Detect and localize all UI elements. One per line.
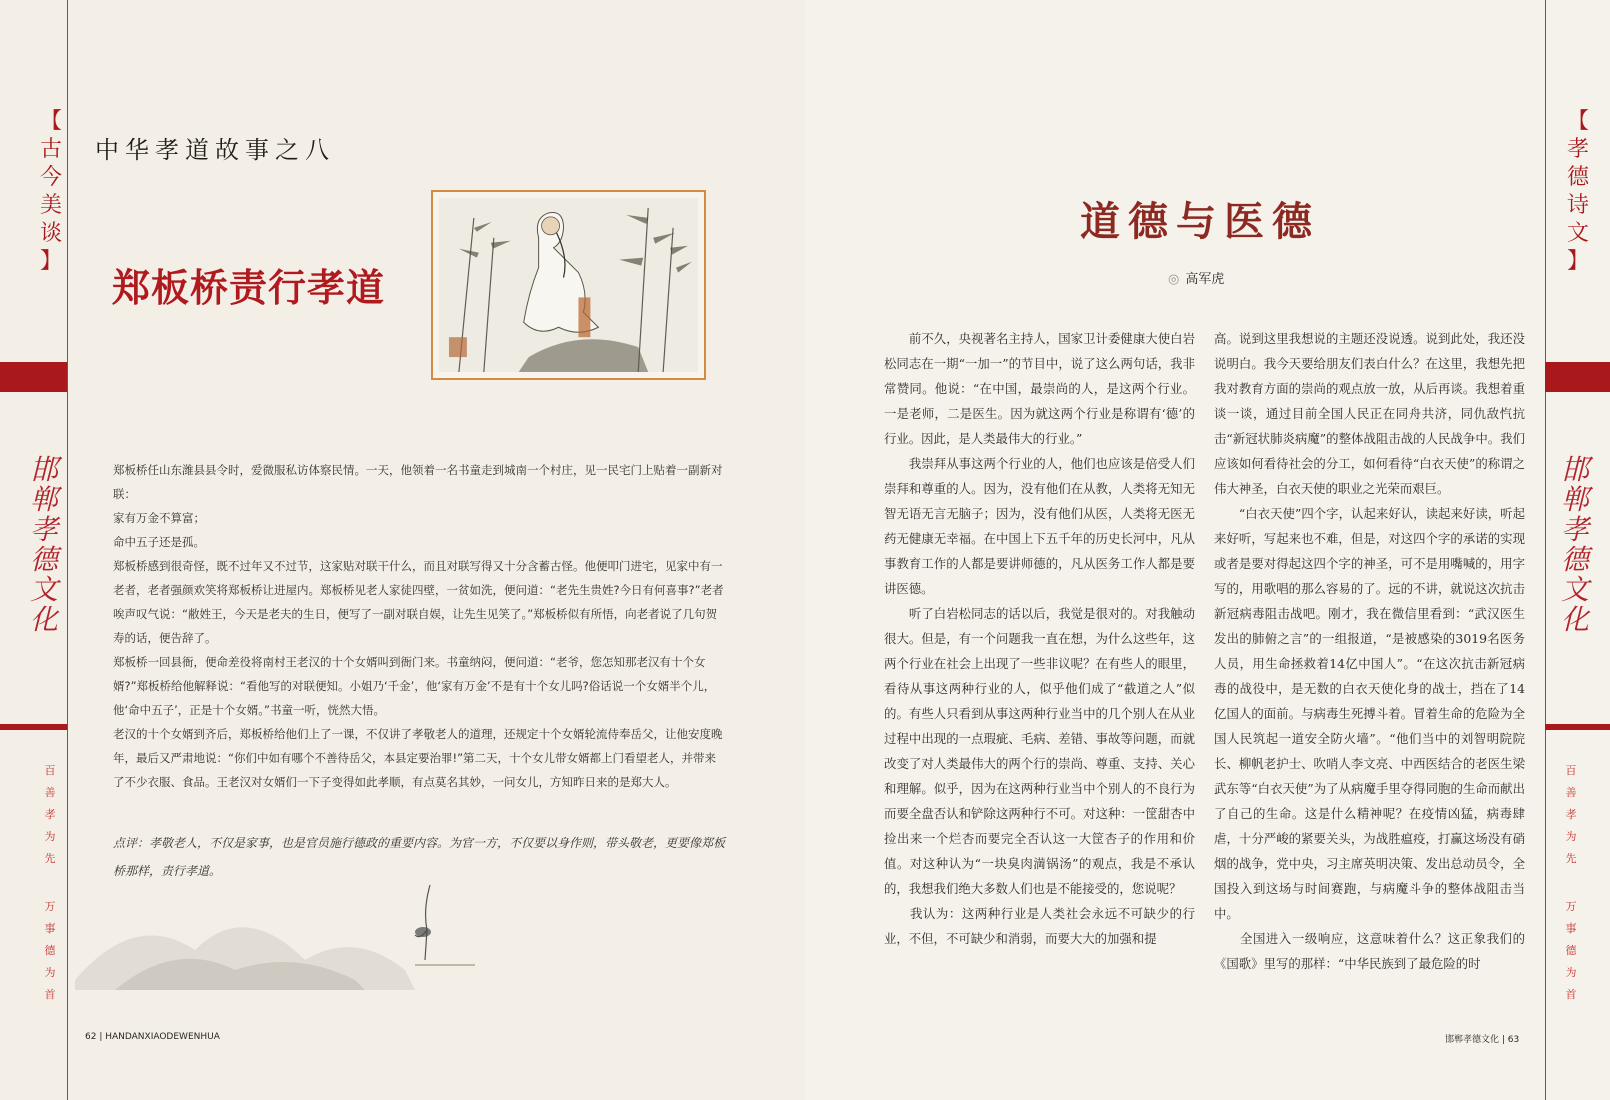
section-label-char: 【 — [39, 109, 62, 134]
calligraphy-char: 孝 — [1560, 513, 1589, 546]
motto-char: 事 — [44, 922, 56, 935]
motto-char: 首 — [44, 988, 56, 1001]
motto-char: 为 — [44, 830, 56, 843]
section-label-char: 古 — [39, 137, 62, 162]
motto-char: 万 — [1565, 900, 1577, 913]
calligraphy-char: 孝 — [29, 513, 58, 546]
story-body — [113, 458, 727, 794]
motto-char: 为 — [44, 966, 56, 979]
article-paragraph: 高。说到这里我想说的主题还没说透。说到此处，我还没说明白。我今天要给朋友们表白什么？在这里，我想先把我对教育方面的崇尚的观点放一放，从后再谈。我想着重谈一谈，通过目前全国人民正在同舟共济，同仇敌忾抗击“新冠状肺炎病魔”的整体战阻击战的人民战争中。我们应该如何看待社会的分工，如何看待“白衣天使”的称谓之伟大神圣，白衣天使的职业之光荣而艰巨。 — [1214, 331, 1525, 496]
article-paragraph: 全国进入一级响应，这意味着什么？这正象我们的《国歌》里写的那样：“中华民族到了最危险的时 — [1214, 931, 1525, 971]
calligraphy-logo — [1553, 455, 1597, 635]
article-paragraph: “白衣天使”四个字，认起来好认，读起来好读，听起来好听，写起来也不难，但是，对这四个字的承诺的实现或者是要对得起这四个字的神圣，可不是用嘴喊的，用字写的，用歌唱的那么容易的了。远的不讲，就说这次抗击新冠病毒阻击战吧。刚才，我在微信里看到：“武汉医生发出的肺俯之言”的一组报道，“是被感染的3019名医务人员，用生命拯救着14亿中国人”。“在这次抗击新冠病毒的战役中，是无数的白衣天使化身的战士，挡在了14亿国人的面前。与病毒生死搏斗着。冒着生命的危险为全国人民筑起一道安全防火墙”。“他们当中的刘智明院院长、柳帆老护士、吹哨人李文亮、中西医结合的老医生梁武东等“白衣天使”为了从病魔手里夺得同胞的生命而献出了自己的生命。这是什么精神呢？在疫情凶猛，病毒肆虐，十分严峻的紧要关头，为战胜瘟疫，打赢这场没有硝烟的战争，党中央，习主席英明决策、发出总动员令，全国投入到这场与时间赛跑，与病魔斗争的整体战阻击当中。 — [1214, 506, 1525, 921]
section-label-char: 文 — [1566, 221, 1589, 246]
author-name: 高军虎 — [1185, 272, 1225, 287]
section-label-char: 【 — [1566, 109, 1589, 134]
motto-left-1 — [40, 760, 60, 870]
paragraph: 郑板桥感到很奇怪，既不过年又不过节，这家贴对联干什么，而且对联写得又十分含蓄古怪。他便叩门进宅，见家中有一老者，老者强颜欢笑将郑板桥让进屋内。郑板桥见老人家徒四壁，一贫如洗，便问道：“老先生贵姓?今日有何喜事?”老者唉声叹气说：“敝姓王，今天是老夫的生日，便写了一副对联自娱，让先生见笑了。”郑板桥似有所悟，向老者说了几句贺寿的话，便告辞了。 — [113, 559, 724, 645]
right-red-thin-band — [1545, 724, 1610, 730]
ink-painting-image — [439, 198, 698, 372]
page-folio: 62 | HANDANXIAODEWENHUA — [85, 1032, 220, 1042]
article-paragraph: 前不久，央视著名主持人，国家卫计委健康大使白岩松同志在一期“一加一”的节目中，说了这么两句话，我非常赞同。他说：“在中国，最崇尚的人，是这两个行业。一是老师，二是医生。因为就这两个行业是称谓有‘德’的行业。因此，是人类最伟大的行业。” — [884, 331, 1195, 446]
calligraphy-char: 邯 — [29, 453, 58, 486]
calligraphy-char: 郸 — [29, 483, 58, 516]
right-red-band — [1545, 362, 1610, 392]
left-red-band — [0, 362, 67, 392]
motto-char: 万 — [44, 900, 56, 913]
motto-right-1 — [1561, 760, 1581, 870]
section-label-char: 美 — [39, 193, 62, 218]
motto-char: 为 — [1565, 830, 1577, 843]
calligraphy-char: 郸 — [1560, 483, 1589, 516]
calligraphy-logo — [22, 455, 66, 635]
section-label-char: 孝 — [1566, 137, 1589, 162]
motto-char: 善 — [44, 786, 56, 799]
calligraphy-char: 文 — [29, 573, 58, 606]
story-title: 郑板桥责行孝道 — [112, 265, 386, 310]
calligraphy-char: 化 — [1560, 603, 1589, 636]
byline-mark: ◎ — [1168, 272, 1180, 287]
motto-char: 善 — [1565, 786, 1577, 799]
motto-char: 事 — [1565, 922, 1577, 935]
paragraph: 郑板桥任山东潍县县令时，爱微服私访体察民情。一天，他领着一名书童走到城南一个村庄，见一民宅门上贴着一副新对联： — [113, 463, 723, 501]
page-folio: 邯郸孝德文化 | 63 — [1445, 1035, 1520, 1045]
calligraphy-char: 文 — [1560, 573, 1589, 606]
motto-char: 德 — [1565, 944, 1577, 957]
article-column-2 — [1214, 326, 1525, 976]
painting-frame — [431, 190, 706, 380]
paragraph: 老汉的十个女婿到齐后，郑板桥给他们上了一课，不仅讲了孝敬老人的道理，还规定十个女婿轮流侍奉岳父，让他安度晚年，最后又严肃地说：“你们中如有哪个不善待岳父，本县定要治罪!”第二天，十个女儿带女婿都上门看望老人，并带来了不少衣服、食品。王老汉对女婿们一下子变得如此孝顺，有点莫名其妙，一问女儿，方知昨日来的是郑大人。 — [113, 727, 723, 789]
section-label-xiaode-shiwen — [1560, 108, 1596, 276]
section-label-char: 德 — [1566, 165, 1589, 190]
left-red-thin-band — [0, 724, 67, 730]
article-title: 道德与医德 — [1080, 198, 1320, 245]
article-paragraph: 听了白岩松同志的话以后，我觉是很对的。对我触动很大。但是，有一个问题我一直在想，为什么这些年，这两个行业在社会上出现了一些非议呢？在有些人的眼里，看待从事这两种行业的人，似乎他们成了“截道之人”似的。有些人只看到从事这两种行业当中的几个别人在从业过程中出现的一点瑕疵、毛病、差错、事故等问题，而就改变了对人类最伟大的两个行的崇尚、尊重、支持、关心和理解。似乎，因为在这两种行业当中个别人的不良行为而要全盘否认和铲除这两种行不可。对这种：一筐甜杏中捡出来一个烂杏而要完全否认这一大筐杏子的作用和价值。对这种认为“一块臭肉満锅汤”的观点，我是不承认的，我想我们绝大多数人们也是不能接受的，您说呢？ — [884, 606, 1195, 896]
section-label-char: 诗 — [1566, 193, 1589, 218]
motto-char: 先 — [44, 852, 56, 865]
section-label-char: 】 — [1566, 249, 1589, 274]
section-label-char: 今 — [39, 165, 62, 190]
motto-char: 百 — [1565, 764, 1577, 777]
motto-right-2 — [1561, 896, 1581, 1006]
section-label-char: 谈 — [39, 221, 62, 246]
motto-char: 首 — [1565, 988, 1577, 1001]
article-paragraph: 我崇拜从事这两个行业的人，他们也应该是倍受人们崇拜和尊重的人。因为，没有他们在从教，人类将无知无智无语无言无脑子；因为，没有他们从医，人类将无医无药无健康无幸福。在中国上下五千年的历史长河中，凡从事教育工作的人都是要讲师德的，凡从医务工作人都是要讲医德。 — [884, 456, 1195, 596]
calligraphy-char: 化 — [29, 603, 58, 636]
motto-char: 孝 — [44, 808, 56, 821]
motto-char: 百 — [44, 764, 56, 777]
series-title: 中华孝道故事之八 — [95, 136, 335, 164]
calligraphy-char: 邯 — [1560, 453, 1589, 486]
motto-char: 为 — [1565, 966, 1577, 979]
byline — [1168, 268, 1224, 287]
section-label-char: 】 — [39, 249, 62, 274]
couplet-line-2: 命中五子还是孤。 — [113, 535, 205, 549]
couplet-line-1: 家有万金不算富； — [113, 511, 205, 525]
article-paragraph: 我认为：这两种行业是人类社会永远不可缺少的行业，不但，不可缺少和消弱，而要大大的加强和提 — [884, 906, 1195, 946]
paragraph: 郑板桥一回县衙，便命差役将南村王老汉的十个女婿叫到衙门来。书童纳闷，便问道：“老爷，您怎知那老汉有十个女婿?”郑板桥给他解释说：“看他写的对联便知。小姐乃‘千金’，他‘家有万金’不是有十个女儿吗?俗话说一个女婿半个儿，他‘命中五子’，正是十个女婿。”书童一听，恍然大悟。 — [113, 655, 716, 717]
motto-char: 孝 — [1565, 808, 1577, 821]
landscape-decoration — [75, 870, 495, 990]
motto-left-2 — [40, 896, 60, 1006]
motto-char: 先 — [1565, 852, 1577, 865]
motto-char: 德 — [44, 944, 56, 957]
calligraphy-char: 德 — [1560, 543, 1589, 576]
commentary: 点评：孝敬老人，不仅是家事，也是官员施行德政的重要内容。为官一方，不仅要以身作则，带头敬老，更要像郑板桥那样，责行孝道。 — [113, 836, 726, 878]
calligraphy-char: 德 — [29, 543, 58, 576]
article-column-1 — [884, 326, 1195, 951]
right-margin-rule — [1545, 0, 1546, 1100]
section-label-gujin-meitan — [33, 108, 69, 276]
